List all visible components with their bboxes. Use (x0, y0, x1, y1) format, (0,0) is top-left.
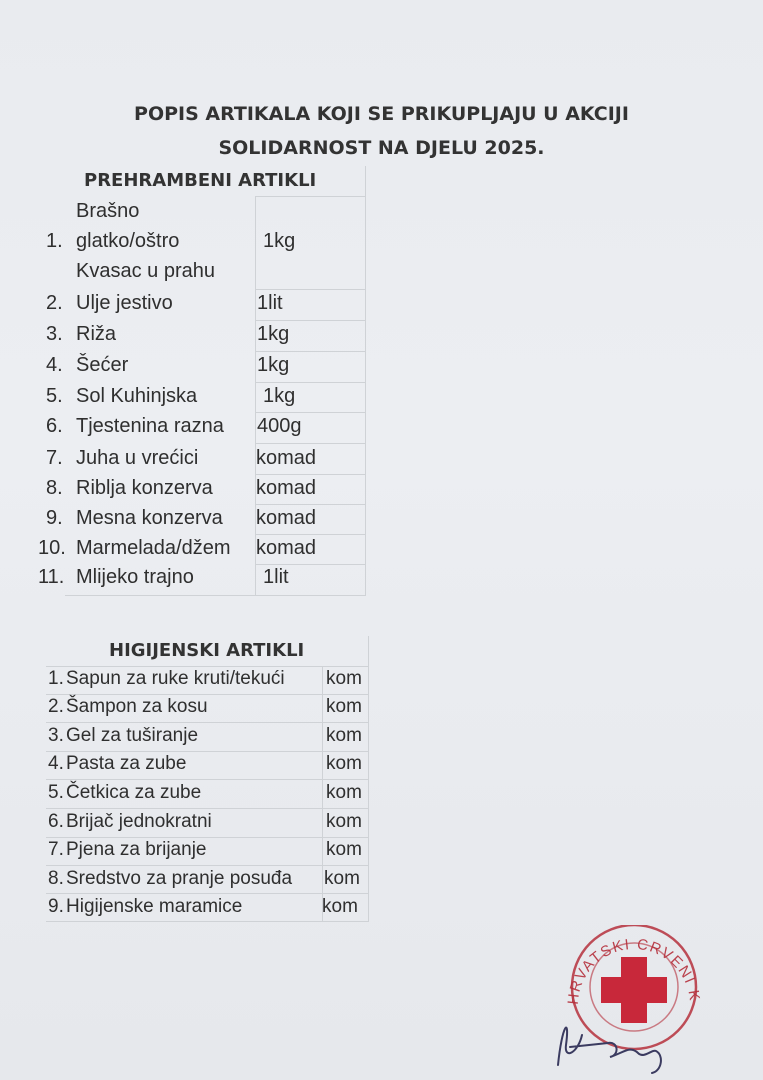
food-item-name: Riža (76, 323, 117, 345)
food-item-unit: komad (256, 537, 317, 559)
hygiene-grid-line (46, 751, 368, 752)
food-item-name: Mesna konzerva (76, 507, 223, 529)
hygiene-item-name: Sredstvo za pranje posuđa (66, 868, 293, 889)
document-title-line-1: POPIS ARTIKALA KOJI SE PRIKUPLJAJU U AKCIJI (134, 103, 629, 125)
food-item-name: Šećer (76, 354, 129, 376)
hygiene-grid-line (46, 694, 368, 695)
food-item-name-line: Kvasac u prahu (76, 260, 215, 282)
hygiene-item-name: Pjena za brijanje (66, 839, 207, 860)
signature (558, 1028, 661, 1073)
food-grid-line (255, 320, 365, 321)
food-item-name: Juha u vrećici (76, 447, 199, 469)
food-grid-line (65, 595, 365, 596)
hygiene-item-unit: kom (322, 896, 358, 917)
hygiene-item-number: 6. (48, 811, 64, 832)
food-grid-line (255, 474, 365, 475)
food-item-number: 1. (46, 230, 63, 252)
hygiene-grid-line (46, 666, 368, 667)
food-grid-line (255, 504, 365, 505)
hygiene-grid-line (46, 921, 368, 922)
food-item-unit: komad (256, 447, 317, 469)
hygiene-item-name: Pasta za zube (66, 753, 187, 774)
hygiene-item-number: 5. (48, 782, 64, 803)
food-item-number: 6. (46, 415, 63, 437)
food-item-unit: komad (256, 507, 317, 529)
hygiene-grid-line (46, 722, 368, 723)
food-item-unit: 1kg (257, 354, 290, 376)
food-item-name: Tjestenina razna (76, 415, 224, 437)
food-item-name: Sol Kuhinjska (76, 385, 198, 407)
red-cross-stamp (548, 925, 748, 1080)
hygiene-item-unit: kom (326, 725, 362, 746)
food-item-name: Riblja konzerva (76, 477, 213, 499)
hygiene-item-number: 7. (48, 839, 64, 860)
food-item-number: 8. (46, 477, 63, 499)
food-item-unit: 1kg (263, 385, 296, 407)
hygiene-section-heading: HIGIJENSKI ARTIKLI (109, 640, 305, 661)
food-item-unit: 1kg (257, 323, 290, 345)
hygiene-item-number: 4. (48, 753, 64, 774)
hygiene-item-number: 8. (48, 868, 64, 889)
food-grid-line (365, 166, 366, 596)
hygiene-item-name: Sapun za ruke kruti/tekući (66, 668, 285, 689)
hygiene-grid-line (46, 837, 368, 838)
hygiene-grid-line (322, 666, 323, 922)
food-item-name-line: glatko/oštro (76, 230, 180, 252)
food-item-number: 3. (46, 323, 63, 345)
hygiene-grid-line (46, 779, 368, 780)
food-grid-line (255, 196, 256, 596)
hygiene-item-unit: kom (326, 811, 362, 832)
hygiene-item-unit: kom (326, 839, 362, 860)
document-title-line-2: SOLIDARNOST NA DJELU 2025. (218, 137, 545, 159)
food-item-number: 11. (38, 566, 65, 588)
food-grid-line (255, 196, 365, 197)
food-item-unit: 1lit (263, 566, 289, 588)
food-item-number: 2. (46, 292, 63, 314)
food-grid-line (255, 382, 365, 383)
hygiene-item-name: Šampon za kosu (66, 696, 208, 717)
food-grid-line (255, 289, 365, 290)
food-grid-line (255, 534, 365, 535)
food-item-number: 4. (46, 354, 63, 376)
hygiene-item-number: 3. (48, 725, 64, 746)
food-item-name: Marmelada/džem (76, 537, 231, 559)
hygiene-grid-line (46, 893, 368, 894)
hygiene-item-number: 2. (48, 696, 64, 717)
food-item-number: 7. (46, 447, 63, 469)
stamp-text: HRVATSKI CRVENI K (564, 935, 704, 1006)
hygiene-item-unit: kom (326, 696, 362, 717)
food-item-number: 10. (38, 537, 66, 559)
food-item-unit: komad (256, 477, 317, 499)
hygiene-item-unit: kom (326, 782, 362, 803)
hygiene-item-name: Gel za tuširanje (66, 725, 199, 746)
hygiene-item-unit: kom (326, 668, 362, 689)
hygiene-grid-line (46, 865, 368, 866)
food-item-name-line: Brašno (76, 200, 140, 222)
hygiene-item-number: 9. (48, 896, 64, 917)
food-item-number: 5. (46, 385, 63, 407)
food-item-number: 9. (46, 507, 63, 529)
food-item-unit: 1kg (263, 230, 296, 252)
red-cross-stamp-graphic (548, 925, 748, 1075)
food-grid-line (255, 443, 365, 444)
hygiene-item-unit: kom (326, 753, 362, 774)
hygiene-grid-line (46, 808, 368, 809)
food-item-unit: 400g (257, 415, 302, 437)
food-section-heading: PREHRAMBENI ARTIKLI (84, 170, 317, 191)
food-item-unit: 1lit (257, 292, 283, 314)
hygiene-item-name: Higijenske maramice (66, 896, 243, 917)
hygiene-grid-line (368, 636, 369, 922)
hygiene-item-unit: kom (324, 868, 360, 889)
food-grid-line (255, 412, 365, 413)
hygiene-item-name: Brijač jednokratni (66, 811, 212, 832)
hygiene-item-number: 1. (48, 668, 64, 689)
food-grid-line (255, 564, 365, 565)
food-item-name: Mlijeko trajno (76, 566, 194, 588)
food-item-name: Ulje jestivo (76, 292, 173, 314)
hygiene-item-name: Četkica za zube (66, 782, 202, 803)
food-grid-line (255, 351, 365, 352)
